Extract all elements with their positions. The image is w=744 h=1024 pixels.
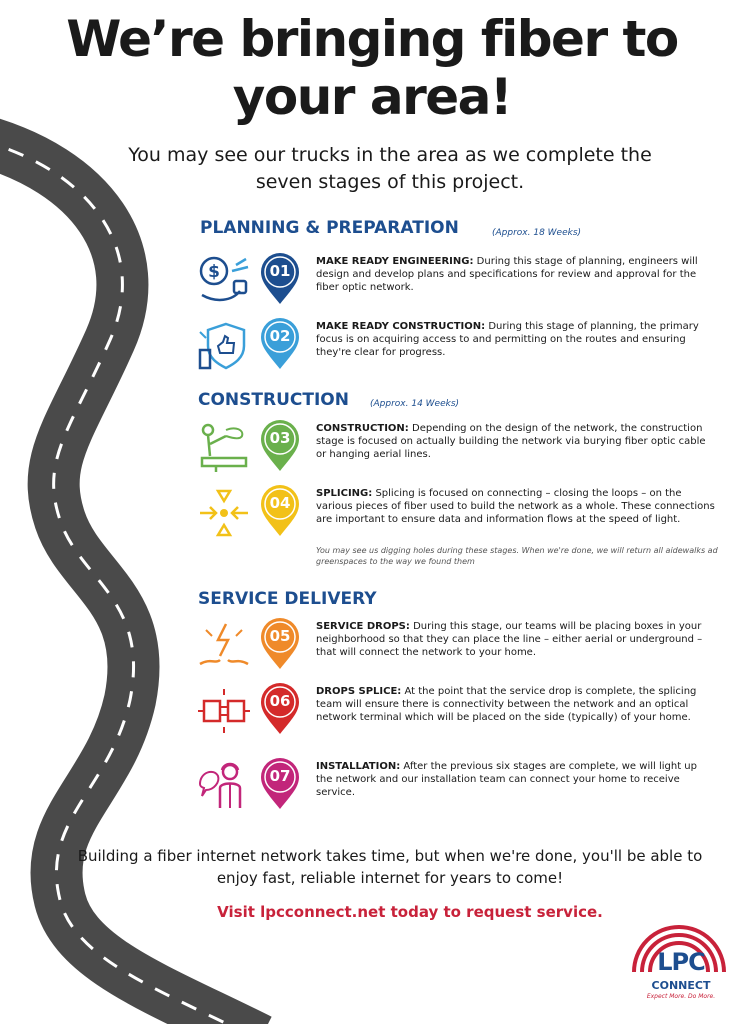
stage-number: 07 [269,767,291,785]
stage-text: After the previous six stages are complete, we will light up the network and our installation team can connect your home to receive service. [316,761,697,798]
lightning-cable-icon [196,620,252,672]
stage-title: SPLICING: [316,488,373,499]
stage-06 [196,685,716,745]
stage-description [316,620,716,659]
dollar-cable-icon [196,255,252,307]
stage-text: At the point that the service drop is complete, the splicing team will ensure there is connectivity between the network and an optical network terminal which will be placed on the side (typically) of your home. [316,686,697,723]
stage-02 [196,320,716,380]
page-title: We’re bringing fiber to your area! [66,10,678,126]
stage-text: Depending on the design of the network, the construction stage is focused on actually building the network via burying fiber optic cable or hanging aerial lines. [316,423,706,460]
section-duration-construction: (Approx. 14 Weeks) [370,399,460,409]
stage-01 [196,255,716,315]
stage-description [316,487,716,526]
stage-04 [196,487,716,547]
splice-icon [196,487,252,539]
stage-description [316,320,716,359]
stage-number: 03 [269,429,291,447]
stage-03 [196,422,716,482]
stage-title: CONSTRUCTION: [316,423,409,434]
digger-icon [196,422,252,474]
stage-description [316,422,716,461]
page-subtitle: You may see our trucks in the area as we complete the seven stages of this project. [128,144,652,193]
shield-thumbs-up-icon [196,320,252,372]
stage-text: During this stage, our teams will be placing boxes in your neighborhood so that they can place the line – either aerial or underground – that will connect the network to your home. [316,621,703,658]
svg-text:$: $ [208,262,220,282]
connector-icon [196,685,252,737]
stage-title: MAKE READY ENGINEERING: [316,256,474,267]
stage-text: Splicing is focused on connecting – closing the loops – on the various pieces of fiber used to build the network as a whole. These connections are important to ensure data and information flows at the speed of light. [316,488,715,525]
stage-description [316,255,716,294]
section-duration-planning: (Approx. 18 Weeks) [492,228,582,238]
stage-description [316,685,716,724]
stage-text: During this stage of planning, engineers will design and develop plans and specifications for review and approval for the fiber optic network. [316,256,698,293]
stage-number: 02 [269,327,291,345]
stage-description [316,760,716,799]
stage-07 [196,760,716,820]
stage-number: 04 [269,494,291,512]
section-heading-construction: CONSTRUCTION [198,390,349,410]
logo-sub: CONNECT [651,979,711,992]
section-heading-planning: PLANNING & PREPARATION [200,218,459,238]
stage-number: 01 [269,262,291,280]
stage-title: SERVICE DROPS: [316,621,410,632]
stage-number: 06 [269,692,291,710]
logo-tagline: Expect More. Do More. [646,993,716,1000]
construction-note: You may see us digging holes during these stages. When we're done, we will return all aidewalks ad greenspaces to the way we found them [316,546,718,566]
stage-05 [196,620,716,680]
stage-title: MAKE READY CONSTRUCTION: [316,321,486,332]
stage-text: During this stage of planning, the primary focus is on acquiring access to and permitting on the routes and ensuring they're clear for progress. [316,321,699,358]
logo-name: LPC [657,948,705,976]
closing-statement: Building a fiber internet network takes time, but when we're done, you'll be able to enjoy fast, reliable internet for years to come! [77,847,703,887]
section-heading-service-delivery: SERVICE DELIVERY [198,589,377,609]
stage-title: INSTALLATION: [316,761,401,772]
stage-number: 05 [269,627,291,645]
stage-title: DROPS SPLICE: [316,686,402,697]
technician-icon [196,760,252,812]
cta-link[interactable]: Visit lpcconnect.net today to request service. [217,903,603,921]
